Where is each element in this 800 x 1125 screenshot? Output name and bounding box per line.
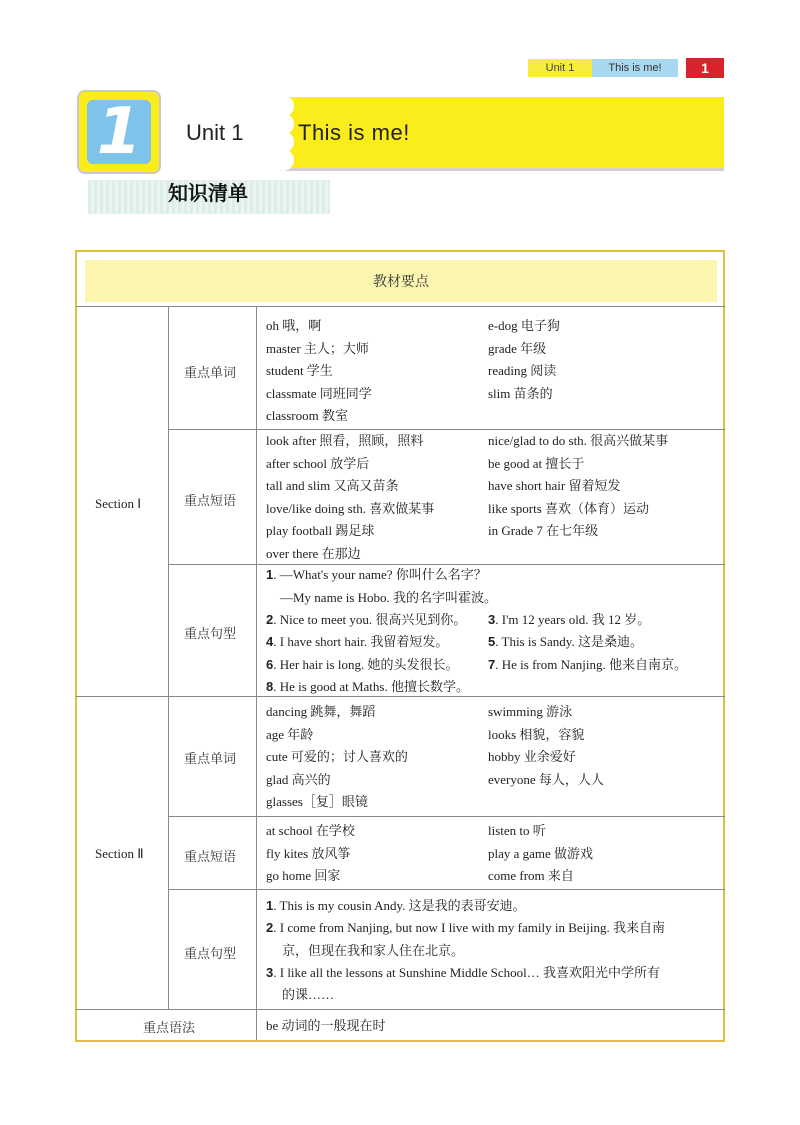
list-item: have short hair 留着短发 xyxy=(488,478,621,493)
unit-number-badge xyxy=(77,90,161,174)
category-words-1: 重点单词 xyxy=(184,366,237,381)
list-item: listen to 听 xyxy=(488,823,546,838)
list-item: fly kites 放风筝 xyxy=(266,846,351,861)
list-item: glad 高兴的 xyxy=(266,772,331,787)
list-item: swimming 游泳 xyxy=(488,704,573,719)
list-item: after school 放学后 xyxy=(266,456,370,471)
list-item: everyone 每人，人人 xyxy=(488,772,604,787)
list-item: come from 来自 xyxy=(488,868,574,883)
list-item: at school 在学校 xyxy=(266,823,355,838)
sentence-item: 1. —What's your name? 你叫什么名字？ xyxy=(266,567,487,582)
list-item: play football 踢足球 xyxy=(266,523,375,538)
list-item: dancing 跳舞，舞蹈 xyxy=(266,704,376,719)
list-item: e-dog 电子狗 xyxy=(488,318,560,333)
list-item: cute 可爱的；讨人喜欢的 xyxy=(266,749,408,764)
sentence-item: 2. Nice to meet you. 很高兴见到你。 xyxy=(266,612,467,627)
unit-title: This is me! xyxy=(298,120,410,145)
unit-number: 1 xyxy=(87,100,151,164)
page-number: 1 xyxy=(686,58,724,78)
category-sentences-2: 重点句型 xyxy=(184,947,237,962)
sentence-item: 5. This is Sandy. 这是桑迪。 xyxy=(488,634,643,649)
list-item: in Grade 7 在七年级 xyxy=(488,523,599,538)
sentence-item: —My name is Hobo. 我的名字叫霍波。 xyxy=(280,590,498,605)
sentence-item: 6. Her hair is long. 她的头发很长。 xyxy=(266,657,459,672)
list-item: go home 回家 xyxy=(266,868,341,883)
list-item: classroom 教室 xyxy=(266,408,348,423)
list-item: looks 相貌，容貌 xyxy=(488,727,585,742)
list-item: slim 苗条的 xyxy=(488,386,553,401)
category-phrases-1: 重点短语 xyxy=(184,494,237,509)
title-tab: This is me! xyxy=(592,59,678,77)
list-item: student 学生 xyxy=(266,363,333,378)
list-item: master 主人；大师 xyxy=(266,341,369,356)
list-item: grade 年级 xyxy=(488,341,547,356)
category-sentences-1: 重点句型 xyxy=(184,627,237,642)
sentence-item: 的课…… xyxy=(282,987,335,1002)
grammar-label: 重点语法 xyxy=(143,1021,196,1036)
table-heading: 教材要点 xyxy=(85,260,717,302)
category-words-2: 重点单词 xyxy=(184,752,237,767)
sentence-item: 7. He is from Nanjing. 他来自南京。 xyxy=(488,657,687,672)
list-item: reading 阅读 xyxy=(488,363,557,378)
section-tag: 知识清单 xyxy=(168,181,248,205)
sentence-item: 4. I have short hair. 我留着短发。 xyxy=(266,634,449,649)
sentence-item: 1. This is my cousin Andy. 这是我的表哥安迪。 xyxy=(266,898,526,913)
list-item: classmate 同班同学 xyxy=(266,386,372,401)
sentence-item: 京，但现在我和家人住在北京。 xyxy=(282,943,465,958)
header-tabs xyxy=(528,59,678,77)
unit-tab: Unit 1 xyxy=(528,59,592,77)
list-item: like sports 喜欢（体育）运动 xyxy=(488,501,650,516)
list-item: tall and slim 又高又苗条 xyxy=(266,478,399,493)
unit-label: Unit 1 xyxy=(186,120,244,145)
list-item: nice/glad to do sth. 很高兴做某事 xyxy=(488,433,669,448)
sentence-item: 3. I'm 12 years old. 我 12 岁。 xyxy=(488,612,651,627)
list-item: hobby 业余爱好 xyxy=(488,749,576,764)
list-item: age 年龄 xyxy=(266,727,314,742)
list-item: glasses［复］眼镜 xyxy=(266,794,368,809)
section-1-label: Section Ⅰ xyxy=(95,496,142,511)
list-item: oh 哦，啊 xyxy=(266,318,322,333)
list-item: over there 在那边 xyxy=(266,546,361,561)
list-item: play a game 做游戏 xyxy=(488,846,594,861)
sentence-item: 2. I come from Nanjing, but now I live with my family in Beijing. 我来自南 xyxy=(266,920,665,935)
sentence-item: 3. I like all the lessons at Sunshine Middle School… 我喜欢阳光中学所有 xyxy=(266,965,660,980)
grammar-text: be 动词的一般现在时 xyxy=(266,1018,386,1033)
category-phrases-2: 重点短语 xyxy=(184,850,237,865)
list-item: be good at 擅长于 xyxy=(488,456,585,471)
list-item: look after 照看，照顾，照料 xyxy=(266,433,424,448)
list-item: love/like doing sth. 喜欢做某事 xyxy=(266,501,435,516)
sentence-item: 8. He is good at Maths. 他擅长数学。 xyxy=(266,679,469,694)
section-2-label: Section Ⅱ xyxy=(95,846,144,861)
